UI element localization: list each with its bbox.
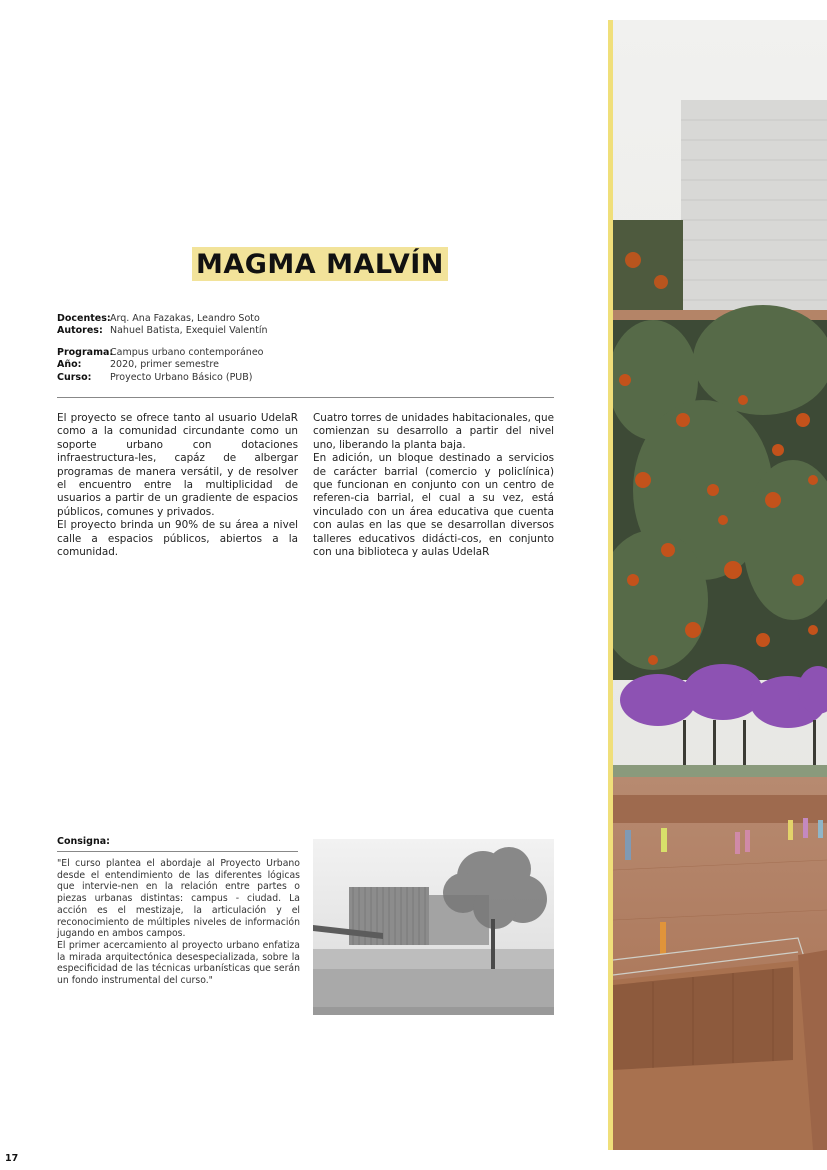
meta-row-docentes <box>57 313 268 325</box>
consigna-divider <box>57 851 298 852</box>
consigna-heading: Consigna: <box>57 836 110 847</box>
meta-value: Arq. Ana Fazakas, Leandro Soto <box>110 313 260 324</box>
paragraph: "El curso plantea el abordaje al Proyecto Urbano desde el entendimiento de las diferentes lógicas que intervie-nen en la relación entre partes o piezas urbanas distintas: campus - ciudad. La acción es el mestizaje, la articulación y el reconocimiento de múltiples niveles de información jugando en ambos campos. <box>57 858 300 940</box>
paragraph: El primer acercamiento al proyecto urbano enfatiza la mirada arquitectónica desespecializada, sobre la especificidad de las técnicas urbanísticas que serán un fondo instrumental del curso." <box>57 939 300 987</box>
meta-value: 2020, primer semestre <box>110 359 219 371</box>
meta-value: Proyecto Urbano Básico (PUB) <box>110 371 253 383</box>
meta-key: Programa: <box>57 347 114 358</box>
render-image <box>613 20 827 1150</box>
title-block <box>192 247 448 281</box>
credits-block <box>57 313 268 338</box>
divider <box>57 397 554 398</box>
paragraph: En adición, un bloque destinado a servicios de carácter barrial (comercio y policlínica) que funcionan en conjunto con un centro de referen-cia barrial, el cual a su vez, está vinculado con un área educativa que cuenta con aulas en las que se desarrollan diversos talleres educativos didácti-cos, en conjunto con una biblioteca y aulas UdelaR <box>313 452 554 559</box>
meta-key: Curso: <box>57 371 92 383</box>
body-column-left <box>57 412 298 559</box>
page-number: 17 <box>5 1153 19 1164</box>
sketch-image <box>313 839 554 1015</box>
meta-row-curso <box>57 372 264 384</box>
body-column-right <box>313 412 554 559</box>
paragraph: El proyecto se ofrece tanto al usuario UdelaR como a la comunidad circundante como un soporte urbano con dotaciones infraestructura-les, capáz de albergar programas de manera versátil, y de resolver el encuentro entre la multiplicidad de usuarios a partir de un gradiente de espacios públicos, comunes y privados. <box>57 412 298 518</box>
meta-row-programa <box>57 347 264 359</box>
meta-key: Docentes: <box>57 313 111 324</box>
meta-value: Campus urbano contemporáneo <box>110 347 264 358</box>
meta-value: Nahuel Batista, Exequiel Valentín <box>110 325 268 337</box>
meta-row-ano <box>57 359 264 371</box>
page-title: MAGMA MALVÍN <box>192 247 448 281</box>
paragraph: El proyecto brinda un 90% de su área a nivel calle a espacios públicos, abiertos a la comunidad. <box>57 519 298 559</box>
paragraph: Cuatro torres de unidades habitacionales, que comienzan su desarrollo a partir del nivel uno, liberando la planta baja. <box>313 412 554 451</box>
meta-row-autores <box>57 325 268 337</box>
meta-key: Año: <box>57 359 82 371</box>
consigna-text <box>57 858 300 987</box>
meta-key: Autores: <box>57 325 103 337</box>
program-block <box>57 347 264 384</box>
